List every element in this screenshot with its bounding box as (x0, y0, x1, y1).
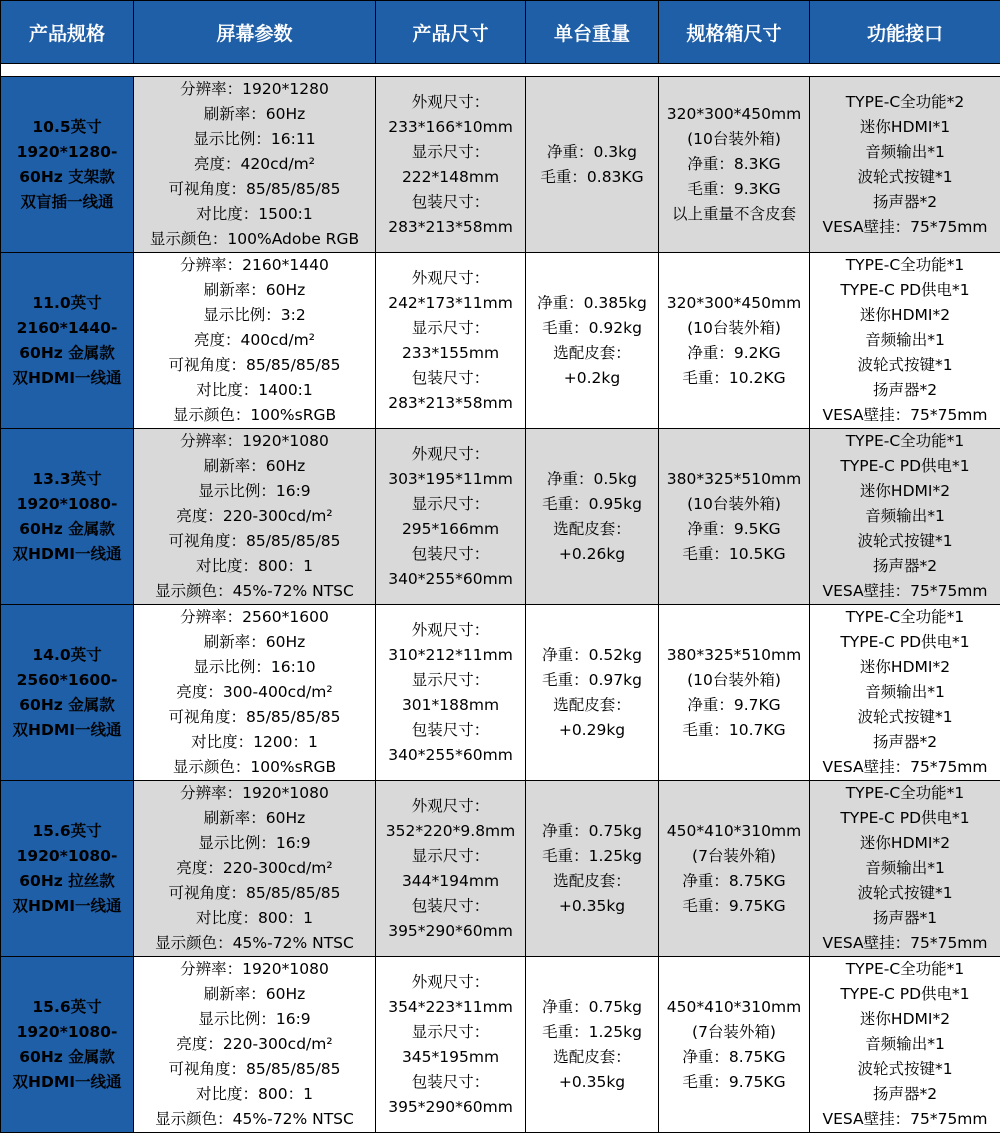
size-line: 242*173*11mm (376, 291, 525, 316)
box-line: 毛重：9.75KG (659, 1070, 809, 1095)
screen-line: 显示颜色：45%-72% NTSC (134, 1107, 375, 1132)
size-line: 显示尺寸： (376, 668, 525, 693)
weight-line: 选配皮套： (526, 1045, 658, 1070)
size-cell (376, 957, 526, 1133)
ports-line: 音频输出*1 (810, 504, 1000, 529)
box-line: 320*300*450mm (659, 291, 809, 316)
size-line: 233*155mm (376, 341, 525, 366)
box-line: (7台装外箱) (659, 844, 809, 869)
weight-line: 净重：0.75kg (526, 819, 658, 844)
ports-line: TYPE-C全功能*1 (810, 957, 1000, 982)
model-cell (1, 253, 134, 429)
ports-line: TYPE-C全功能*2 (810, 90, 1000, 115)
header-model: 产品规格 (1, 1, 134, 64)
size-line: 283*213*58mm (376, 391, 525, 416)
ports-line: 波轮式按键*1 (810, 1057, 1000, 1082)
model-line: 2160*1440- (1, 316, 133, 341)
screen-cell (134, 429, 376, 605)
header-size: 产品尺寸 (376, 1, 526, 64)
size-line: 外观尺寸： (376, 90, 525, 115)
screen-line: 显示颜色：100%sRGB (134, 755, 375, 780)
size-line: 包装尺寸： (376, 718, 525, 743)
ports-line: TYPE-C PD供电*1 (810, 806, 1000, 831)
table-row (1, 605, 1000, 781)
ports-line: 迷你HDMI*2 (810, 303, 1000, 328)
table-row (1, 253, 1000, 429)
table-row (1, 77, 1000, 253)
screen-line: 亮度：220-300cd/m² (134, 856, 375, 881)
model-line: 2560*1600- (1, 668, 133, 693)
weight-line: 选配皮套： (526, 341, 658, 366)
screen-line: 亮度：220-300cd/m² (134, 504, 375, 529)
model-line: 15.6英寸 (1, 819, 133, 844)
screen-line: 刷新率：60Hz (134, 806, 375, 831)
header-row (1, 1, 1000, 64)
screen-line: 对比度：800：1 (134, 554, 375, 579)
model-line: 11.0英寸 (1, 291, 133, 316)
model-line: 双HDMI一线通 (1, 1070, 133, 1095)
size-line: 340*255*60mm (376, 567, 525, 592)
ports-line: 扬声器*2 (810, 190, 1000, 215)
ports-line: TYPE-C全功能*1 (810, 781, 1000, 806)
ports-line: 迷你HDMI*2 (810, 831, 1000, 856)
ports-line: VESA壁挂：75*75mm (810, 931, 1000, 956)
screen-line: 显示比例：16:9 (134, 479, 375, 504)
size-line: 包装尺寸： (376, 190, 525, 215)
box-line: 320*300*450mm (659, 102, 809, 127)
weight-line: 净重：0.52kg (526, 643, 658, 668)
model-line: 双HDMI一线通 (1, 542, 133, 567)
weight-line: 净重：0.75kg (526, 995, 658, 1020)
box-line: 净重：9.7KG (659, 693, 809, 718)
box-line: 450*410*310mm (659, 819, 809, 844)
box-cell (659, 429, 810, 605)
screen-line: 刷新率：60Hz (134, 278, 375, 303)
box-line: 毛重：9.3KG (659, 177, 809, 202)
spacer-cell (1, 64, 1000, 77)
screen-line: 刷新率：60Hz (134, 102, 375, 127)
box-line: 450*410*310mm (659, 995, 809, 1020)
screen-line: 显示颜色：45%-72% NTSC (134, 579, 375, 604)
box-line: 380*325*510mm (659, 467, 809, 492)
screen-line: 刷新率：60Hz (134, 454, 375, 479)
box-cell (659, 957, 810, 1133)
size-line: 283*213*58mm (376, 215, 525, 240)
ports-cell (810, 781, 1000, 957)
size-line: 395*290*60mm (376, 919, 525, 944)
screen-line: 显示比例：16:9 (134, 831, 375, 856)
box-line: 净重：8.75KG (659, 869, 809, 894)
model-line: 60Hz 拉丝款 (1, 869, 133, 894)
model-line: 60Hz 支架款 (1, 165, 133, 190)
screen-line: 刷新率：60Hz (134, 982, 375, 1007)
screen-line: 可视角度：85/85/85/85 (134, 705, 375, 730)
box-cell (659, 77, 810, 253)
header-ports: 功能接口 (810, 1, 1000, 64)
ports-cell (810, 957, 1000, 1133)
ports-line: TYPE-C PD供电*1 (810, 278, 1000, 303)
model-line: 14.0英寸 (1, 643, 133, 668)
weight-line: 选配皮套： (526, 693, 658, 718)
screen-line: 分辨率：1920*1080 (134, 781, 375, 806)
size-line: 外观尺寸： (376, 970, 525, 995)
size-line: 包装尺寸： (376, 366, 525, 391)
ports-line: TYPE-C全功能*1 (810, 429, 1000, 454)
box-line: 净重：9.5KG (659, 517, 809, 542)
screen-line: 可视角度：85/85/85/85 (134, 353, 375, 378)
box-cell (659, 605, 810, 781)
table-row (1, 781, 1000, 957)
model-line: 1920*1080- (1, 1020, 133, 1045)
screen-line: 对比度：1200：1 (134, 730, 375, 755)
screen-cell (134, 253, 376, 429)
ports-line: 波轮式按键*1 (810, 705, 1000, 730)
ports-line: VESA壁挂：75*75mm (810, 755, 1000, 780)
size-line: 外观尺寸： (376, 442, 525, 467)
screen-line: 显示比例：16:9 (134, 1007, 375, 1032)
model-line: 双HDMI一线通 (1, 366, 133, 391)
box-line: (10台装外箱) (659, 668, 809, 693)
ports-line: 扬声器*2 (810, 1082, 1000, 1107)
screen-line: 可视角度：85/85/85/85 (134, 881, 375, 906)
size-line: 显示尺寸： (376, 316, 525, 341)
ports-line: TYPE-C全功能*1 (810, 253, 1000, 278)
screen-line: 亮度：400cd/m² (134, 328, 375, 353)
size-line: 344*194mm (376, 869, 525, 894)
header-box: 规格箱尺寸 (659, 1, 810, 64)
ports-line: TYPE-C PD供电*1 (810, 630, 1000, 655)
box-line: 毛重：10.2KG (659, 366, 809, 391)
model-line: 60Hz 金属款 (1, 1045, 133, 1070)
model-line: 15.6英寸 (1, 995, 133, 1020)
ports-line: 扬声器*1 (810, 906, 1000, 931)
ports-line: 扬声器*2 (810, 554, 1000, 579)
ports-line: TYPE-C全功能*1 (810, 605, 1000, 630)
model-cell (1, 957, 134, 1133)
model-cell (1, 605, 134, 781)
size-line: 外观尺寸： (376, 794, 525, 819)
model-line: 1920*1080- (1, 844, 133, 869)
box-line: 毛重：9.75KG (659, 894, 809, 919)
weight-line: 净重：0.3kg (526, 140, 658, 165)
box-line: (10台装外箱) (659, 316, 809, 341)
screen-line: 亮度：420cd/m² (134, 152, 375, 177)
box-line: (10台装外箱) (659, 127, 809, 152)
box-cell (659, 781, 810, 957)
ports-cell (810, 605, 1000, 781)
screen-line: 分辨率：2560*1600 (134, 605, 375, 630)
size-line: 303*195*11mm (376, 467, 525, 492)
weight-cell (526, 781, 659, 957)
box-cell (659, 253, 810, 429)
size-line: 354*223*11mm (376, 995, 525, 1020)
size-line: 外观尺寸： (376, 266, 525, 291)
size-line: 包装尺寸： (376, 542, 525, 567)
ports-line: 迷你HDMI*2 (810, 655, 1000, 680)
screen-line: 刷新率：60Hz (134, 630, 375, 655)
size-line: 340*255*60mm (376, 743, 525, 768)
ports-line: 波轮式按键*1 (810, 529, 1000, 554)
ports-line: 音频输出*1 (810, 1032, 1000, 1057)
ports-line: 波轮式按键*1 (810, 165, 1000, 190)
box-line: 净重：8.75KG (659, 1045, 809, 1070)
screen-line: 显示比例：16:10 (134, 655, 375, 680)
model-cell (1, 429, 134, 605)
box-line: 净重：8.3KG (659, 152, 809, 177)
size-line: 显示尺寸： (376, 1020, 525, 1045)
ports-line: 波轮式按键*1 (810, 881, 1000, 906)
box-line: 毛重：10.7KG (659, 718, 809, 743)
ports-line: 音频输出*1 (810, 680, 1000, 705)
model-line: 1920*1280- (1, 140, 133, 165)
size-line: 显示尺寸： (376, 844, 525, 869)
ports-line: TYPE-C PD供电*1 (810, 454, 1000, 479)
ports-line: VESA壁挂：75*75mm (810, 403, 1000, 428)
size-cell (376, 429, 526, 605)
weight-line: 毛重：0.95kg (526, 492, 658, 517)
screen-line: 显示颜色：100%Adobe RGB (134, 227, 375, 252)
weight-cell (526, 429, 659, 605)
screen-line: 显示颜色：100%sRGB (134, 403, 375, 428)
ports-cell (810, 253, 1000, 429)
weight-line: +0.2kg (526, 366, 658, 391)
ports-line: 扬声器*2 (810, 378, 1000, 403)
screen-line: 分辨率：1920*1080 (134, 429, 375, 454)
weight-line: 净重：0.385kg (526, 291, 658, 316)
ports-line: TYPE-C PD供电*1 (810, 982, 1000, 1007)
size-line: 包装尺寸： (376, 1070, 525, 1095)
screen-line: 亮度：220-300cd/m² (134, 1032, 375, 1057)
size-line: 352*220*9.8mm (376, 819, 525, 844)
box-line: (7台装外箱) (659, 1020, 809, 1045)
spacer-row (1, 64, 1000, 77)
box-line: 净重：9.2KG (659, 341, 809, 366)
screen-line: 显示比例：3:2 (134, 303, 375, 328)
ports-line: 音频输出*1 (810, 328, 1000, 353)
table-row (1, 957, 1000, 1133)
ports-line: 扬声器*2 (810, 730, 1000, 755)
spec-table-body (1, 1, 1000, 1133)
model-line: 60Hz 金属款 (1, 693, 133, 718)
size-line: 显示尺寸： (376, 492, 525, 517)
header-weight: 单台重量 (526, 1, 659, 64)
size-line: 345*195mm (376, 1045, 525, 1070)
weight-line: 毛重：0.83KG (526, 165, 658, 190)
box-line: 380*325*510mm (659, 643, 809, 668)
weight-line: 毛重：1.25kg (526, 844, 658, 869)
size-cell (376, 605, 526, 781)
ports-line: 音频输出*1 (810, 856, 1000, 881)
model-line: 13.3英寸 (1, 467, 133, 492)
screen-line: 显示颜色：45%-72% NTSC (134, 931, 375, 956)
model-line: 1920*1080- (1, 492, 133, 517)
ports-cell (810, 77, 1000, 253)
weight-cell (526, 77, 659, 253)
weight-line: 毛重：1.25kg (526, 1020, 658, 1045)
header-screen: 屏幕参数 (134, 1, 376, 64)
size-line: 222*148mm (376, 165, 525, 190)
size-line: 395*290*60mm (376, 1095, 525, 1120)
weight-cell (526, 253, 659, 429)
screen-line: 对比度：800：1 (134, 1082, 375, 1107)
box-line: (10台装外箱) (659, 492, 809, 517)
weight-cell (526, 605, 659, 781)
model-line: 双HDMI一线通 (1, 718, 133, 743)
screen-line: 对比度：800：1 (134, 906, 375, 931)
size-cell (376, 781, 526, 957)
weight-line: +0.29kg (526, 718, 658, 743)
screen-cell (134, 781, 376, 957)
ports-line: 迷你HDMI*2 (810, 1007, 1000, 1032)
size-line: 外观尺寸： (376, 618, 525, 643)
ports-line: 波轮式按键*1 (810, 353, 1000, 378)
ports-line: VESA壁挂：75*75mm (810, 215, 1000, 240)
screen-line: 分辨率：2160*1440 (134, 253, 375, 278)
size-line: 显示尺寸： (376, 140, 525, 165)
model-line: 60Hz 金属款 (1, 517, 133, 542)
size-line: 295*166mm (376, 517, 525, 542)
ports-line: VESA壁挂：75*75mm (810, 1107, 1000, 1132)
screen-cell (134, 957, 376, 1133)
weight-line: 毛重：0.97kg (526, 668, 658, 693)
screen-line: 显示比例：16:11 (134, 127, 375, 152)
ports-line: 音频输出*1 (810, 140, 1000, 165)
weight-line: +0.35kg (526, 1070, 658, 1095)
model-line: 10.5英寸 (1, 115, 133, 140)
weight-line: 选配皮套： (526, 869, 658, 894)
ports-line: VESA壁挂：75*75mm (810, 579, 1000, 604)
screen-cell (134, 77, 376, 253)
size-line: 233*166*10mm (376, 115, 525, 140)
weight-line: 净重：0.5kg (526, 467, 658, 492)
screen-line: 分辨率：1920*1280 (134, 77, 375, 102)
table-row (1, 429, 1000, 605)
weight-line: 毛重：0.92kg (526, 316, 658, 341)
size-line: 包装尺寸： (376, 894, 525, 919)
screen-line: 可视角度：85/85/85/85 (134, 177, 375, 202)
weight-cell (526, 957, 659, 1133)
weight-line: +0.26kg (526, 542, 658, 567)
size-cell (376, 253, 526, 429)
screen-line: 可视角度：85/85/85/85 (134, 529, 375, 554)
model-line: 双HDMI一线通 (1, 894, 133, 919)
ports-line: 迷你HDMI*2 (810, 479, 1000, 504)
screen-line: 可视角度：85/85/85/85 (134, 1057, 375, 1082)
model-cell (1, 77, 134, 253)
screen-line: 对比度：1400:1 (134, 378, 375, 403)
screen-line: 对比度：1500:1 (134, 202, 375, 227)
ports-line: 迷你HDMI*1 (810, 115, 1000, 140)
box-line: 以上重量不含皮套 (659, 202, 809, 227)
ports-cell (810, 429, 1000, 605)
model-line: 60Hz 金属款 (1, 341, 133, 366)
model-cell (1, 781, 134, 957)
screen-cell (134, 605, 376, 781)
size-line: 310*212*11mm (376, 643, 525, 668)
model-line: 双盲插一线通 (1, 190, 133, 215)
screen-line: 分辨率：1920*1080 (134, 957, 375, 982)
size-cell (376, 77, 526, 253)
screen-line: 亮度：300-400cd/m² (134, 680, 375, 705)
size-line: 301*188mm (376, 693, 525, 718)
weight-line: 选配皮套： (526, 517, 658, 542)
box-line: 毛重：10.5KG (659, 542, 809, 567)
weight-line: +0.35kg (526, 894, 658, 919)
